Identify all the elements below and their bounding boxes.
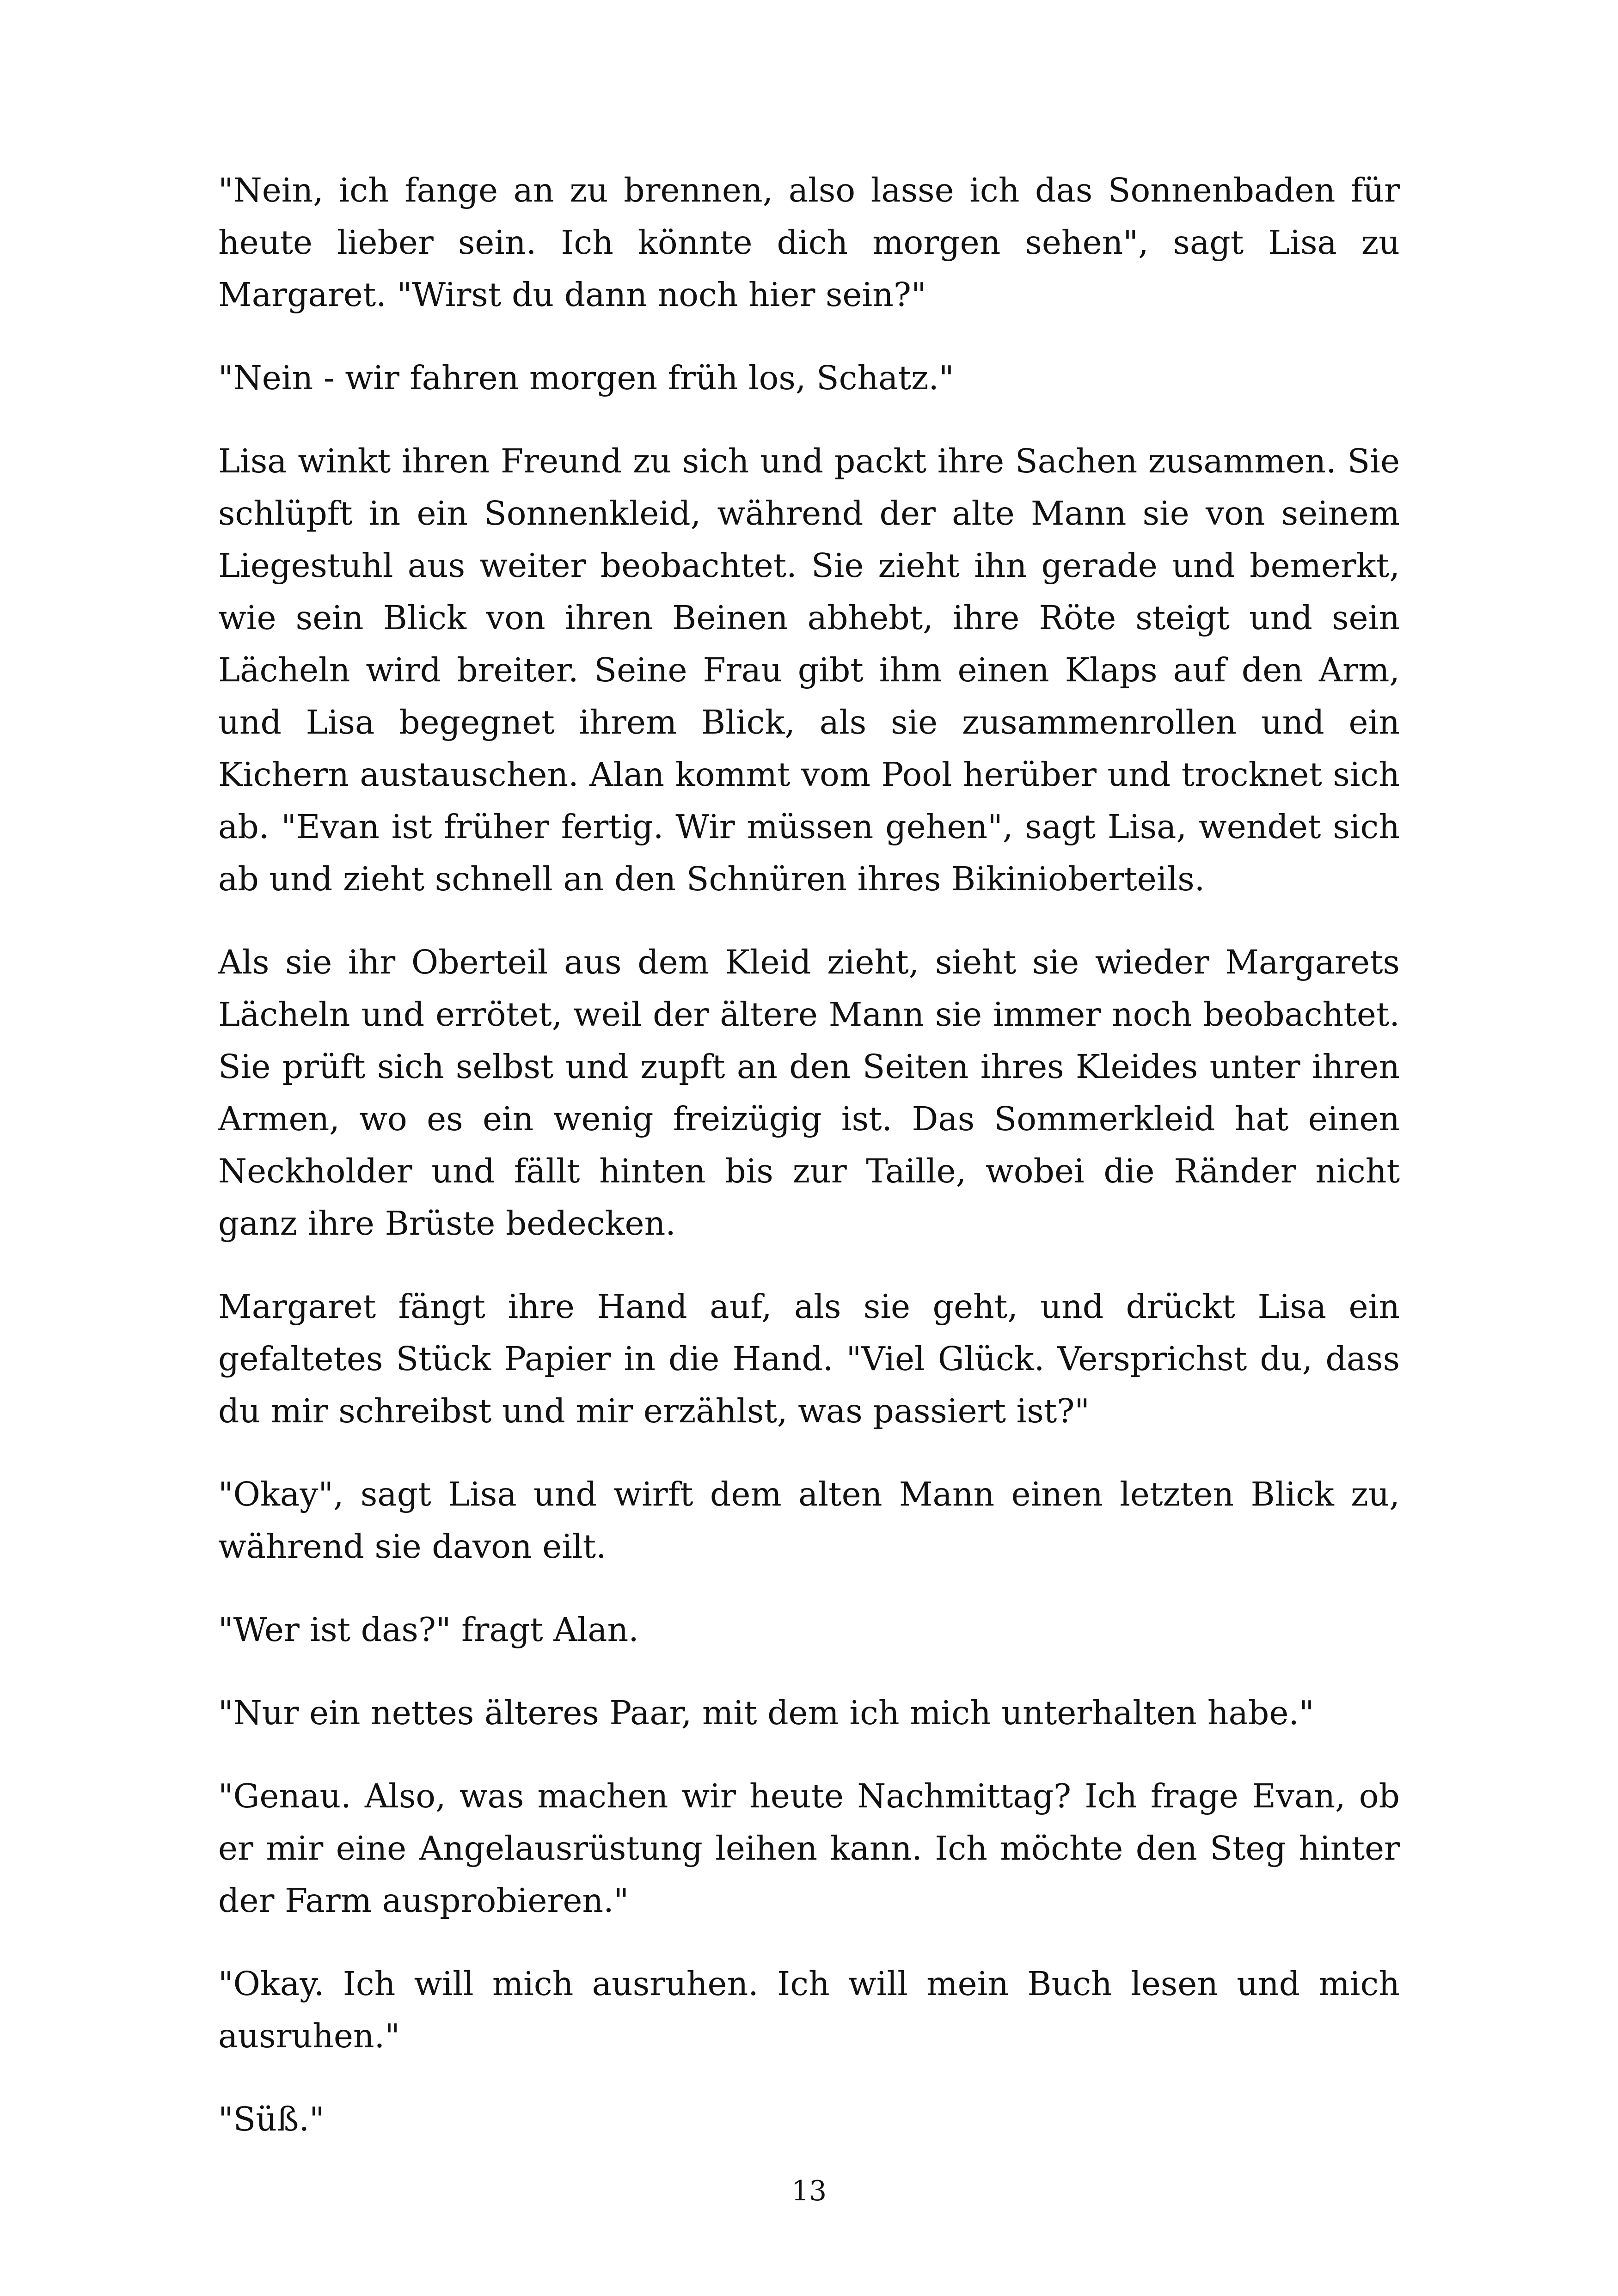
paragraph: "Süß." [218,2100,325,2138]
paragraph: Als sie ihr Oberteil aus dem Kleid zieht, sieht sie wieder Margarets Lächeln und errötet, weil der ältere Mann sie immer noch beobachtet. Sie prüft sich selbst und zupft an den Seiten ihres Kleides unter ihren Armen, wo es ein wenig freizügig ist. Das Sommerkleid hat einen Neckholder und fällt hinten bis zur Taille, wobei die Ränder nicht ganz ihre Brüste bedecken. [218,943,1400,1243]
paragraph: "Nein, ich fange an zu brennen, also lasse ich das Sonnenbaden für heute lieber sein. Ich könnte dich morgen sehen", sagt Lisa zu Margaret. "Wirst du dann noch hier sein?" [218,171,1400,314]
paragraph: "Okay. Ich will mich ausruhen. Ich will mein Buch lesen und mich ausruhen." [218,1965,1400,2055]
paragraph: Margaret fängt ihre Hand auf, als sie geht, und drückt Lisa ein gefaltetes Stück Papier in die Hand. "Viel Glück. Versprichst du, dass du mir schreibst und mir erzählst, was passiert ist?" [218,1287,1400,1430]
paragraph: "Nein - wir fahren morgen früh los, Schatz." [218,359,954,397]
page-number: 13 [791,2175,827,2207]
paragraph: "Wer ist das?" fragt Alan. [218,1610,639,1649]
body-text [218,164,1400,2176]
paragraph: "Genau. Also, was machen wir heute Nachmittag? Ich frage Evan, ob er mir eine Angelausrüstung leihen kann. Ich möchte den Steg hinter der Farm ausprobieren." [218,1777,1400,1920]
paragraph: "Nur ein nettes älteres Paar, mit dem ich mich unterhalten habe." [218,1694,1314,1732]
paragraph: Lisa winkt ihren Freund zu sich und packt ihre Sachen zusammen. Sie schlüpft in ein Sonnenkleid, während der alte Mann sie von seinem Liegestuhl aus weiter beobachtet. Sie zieht ihn gerade und bemerkt, wie sein Blick von ihren Beinen abhebt, ihre Röte steigt und sein Lächeln wird breiter. Seine Frau gibt ihm einen Klaps auf den Arm, und Lisa begegnet ihrem Blick, als sie zusammenrollen und ein Kichern austauschen. Alan kommt vom Pool herüber und trocknet sich ab. "Evan ist früher fertig. Wir müssen gehen", sagt Lisa, wendet sich ab und zieht schnell an den Schnüren ihres Bikinioberteils. [218,442,1400,898]
paragraph: "Okay", sagt Lisa und wirft dem alten Mann einen letzten Blick zu, während sie davon eilt. [218,1475,1400,1566]
